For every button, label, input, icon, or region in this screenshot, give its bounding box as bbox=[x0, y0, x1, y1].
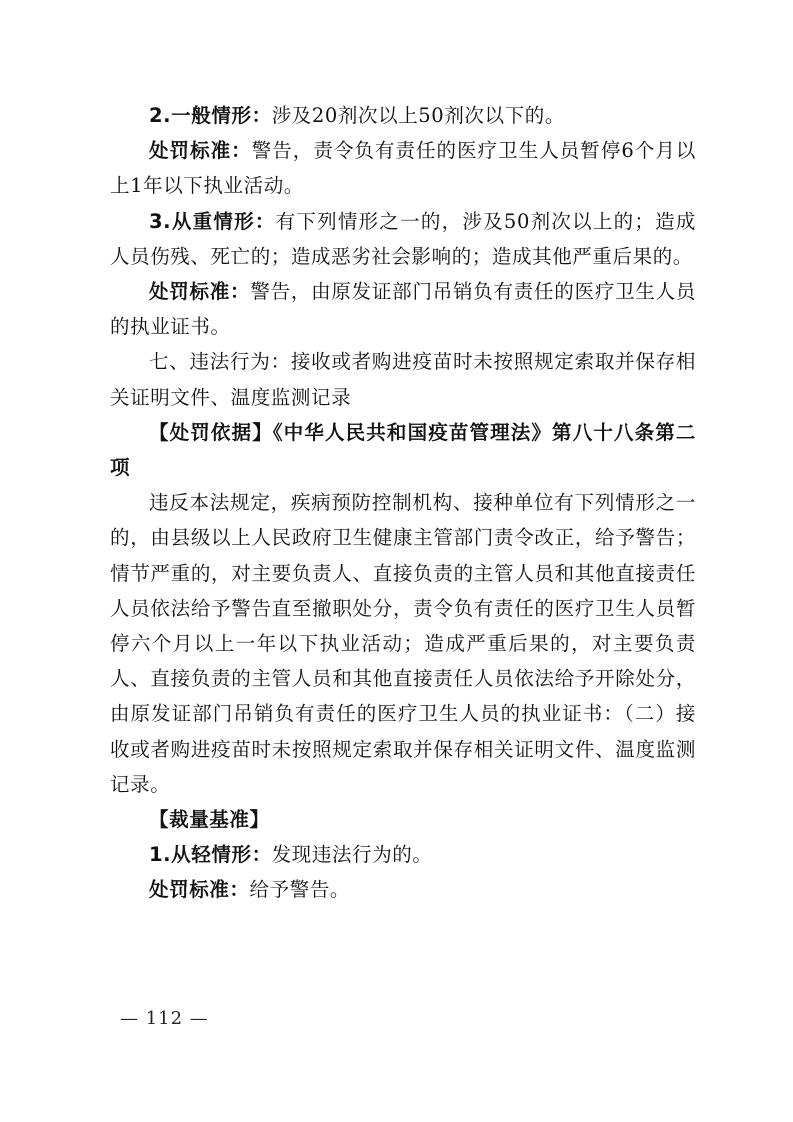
label-general-case: 2.一般情形： bbox=[149, 104, 272, 127]
text-penalty-standard: 警告，责令负有责任的医疗卫生人员暂停6个月以上1年以下执业活动。 bbox=[110, 139, 696, 198]
paragraph-light-case bbox=[110, 837, 696, 872]
paragraph-general-case bbox=[110, 98, 696, 133]
section-title: 七、违法行为：接收或者购进疫苗时未按照规定索取并保存相关证明文件、温度监测记录 bbox=[110, 350, 696, 409]
document-body bbox=[110, 98, 696, 908]
paragraph-penalty-standard-light bbox=[110, 872, 696, 907]
page-number: — 112 — bbox=[120, 1008, 209, 1029]
paragraph-severe-case bbox=[110, 204, 696, 274]
text-penalty-standard: 警告，由原发证部门吊销负有责任的医疗卫生人员的执业证书。 bbox=[110, 280, 696, 339]
penalty-basis-heading: 【处罚依据】《中华人民共和国疫苗管理法》第八十八条第二项 bbox=[110, 420, 696, 480]
text-severe-case: 有下列情形之一的，涉及50剂次以上的；造成人员伤残、死亡的；造成恶劣社会影响的；造成其他严重后果的。 bbox=[110, 209, 696, 268]
text-general-case: 涉及20剂次以上50剂次以下的。 bbox=[271, 104, 565, 127]
text-penalty-standard: 给予警告。 bbox=[249, 878, 351, 902]
label-penalty-standard: 处罚标准： bbox=[149, 878, 250, 902]
label-penalty-standard: 处罚标准： bbox=[149, 139, 252, 163]
discretion-standard-heading: 【裁量基准】 bbox=[149, 808, 270, 832]
label-severe-case: 3.从重情形： bbox=[149, 209, 276, 233]
text-light-case: 发现违法行为的。 bbox=[271, 843, 433, 867]
paragraph-penalty-standard-severe bbox=[110, 274, 696, 344]
label-penalty-standard: 处罚标准： bbox=[149, 280, 251, 304]
penalty-basis-text: 违反本法规定，疾病预防控制机构、接种单位有下列情形之一的，由县级以上人民政府卫生健康主管部门责令改正，给予警告；情节严重的，对主要负责人、直接负责的主管人员和其他直接责任人员依法给予警告直至撤职处分，责令负有责任的医疗卫生人员暂停六个月以上一年以下执业活动；造成严重后果的，对主要负责人、直接负责的主管人员和其他直接责任人员依法给予开除处分，由原发证部门吊销负有责任的医疗卫生人员的执业证书：（二）接收或者购进疫苗时未按照规定索取并保存相关证明文件、温度监测记录。 bbox=[110, 491, 696, 796]
paragraph-penalty-standard-general bbox=[110, 133, 696, 203]
label-light-case: 1.从轻情形： bbox=[149, 843, 272, 867]
